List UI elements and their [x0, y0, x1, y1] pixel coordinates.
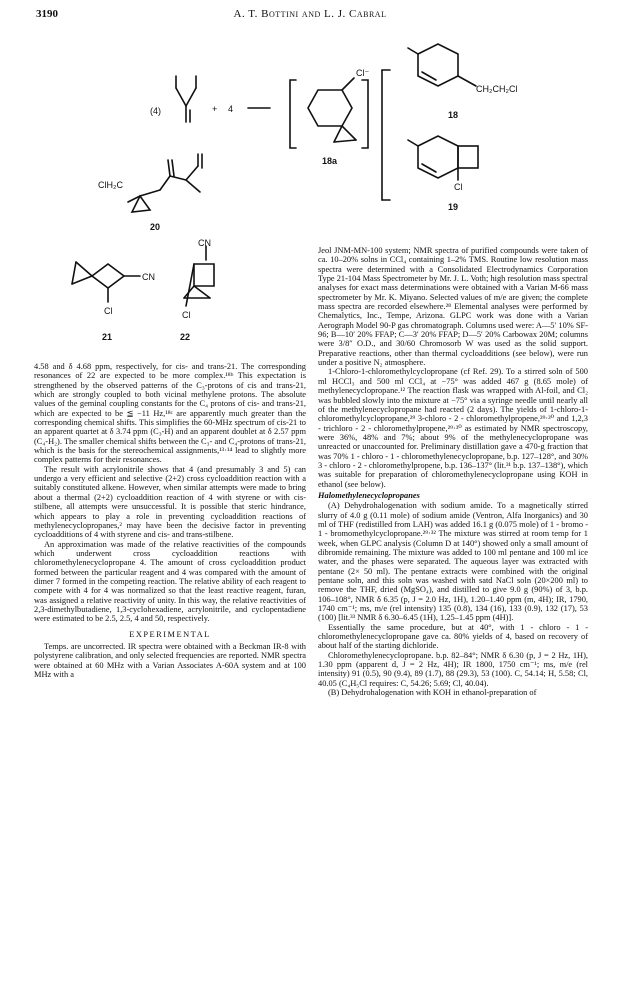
left-paragraph: 4.58 and δ 4.68 ppm, respectively, for cis- and trans-21. The corresponding resonances of 22 are expected to be more complex.¹⁸ᵇ This expectation is strengthened by the observed patterns of the C₃-protons of cis and trans-21, which are strongly coupled to both vicinal methylene protons. The absolute values of the geminal coupling constants for the C₄ protons of cis- and trans-21, which are expected to be ≦ −11 Hz,¹⁸ᶜ are apparently much greater than the corresponding chemical shifts. This simplifies the 60-MHz spectrum of cis-21 to an apparent quartet at δ 3.74 ppm (C₃-H) and an apparent doublet at δ 2.57 ppm (C₄-H₂). The smaller chemical shifts between the C₃- and C₄-protons of trans-21, which is the basis for the stereochemical assignments,¹³·¹⁴ lead to slightly more complex patterns for their resonances.	[34, 362, 306, 465]
reaction-scheme-4	[0, 30, 624, 230]
right-paragraph: Essentially the same procedure, but at 40°, with 1 - chloro - 1 - chloromethylenecyclopropane gave ca. 80% yields of 4, based on recovery of about half of the starting dichloride.	[318, 622, 588, 651]
left-paragraph: The result with acrylonitrile shows that 4 (and presumably 3 and 5) can undergo a very efficient and selective (2+2) cross cycloaddition reaction with a suitably constituted alkene. However, when similar attempts were made to bring about a thermal (2+2) cycloaddition reaction of 4 with styrene or with cis-stilbene, all attempts were unsuccessful. It is possible that steric hindrance, which appears to play a role in preventing cycloaddition reactions of methylenecyclopropanes,² may have been the decisive factor in preventing cycloadditions of 4 with styrene and cis- and trans-stilbene.	[34, 464, 306, 540]
experimental-heading: EXPERIMENTAL	[129, 629, 211, 639]
compound-22-cl-label: Cl	[182, 310, 191, 320]
compound-18a-label: 18a	[322, 156, 338, 166]
compound-22-cn-label: CN	[198, 238, 211, 248]
compound-21-cn-label: CN	[142, 272, 155, 282]
right-paragraph: Jeol JNM-MN-100 system; NMR spectra of purified compounds were taken of ca. 10–20% solns in CCl₄ containing 1–2% TMS. Routine low resolution mass spectra were determined with a Consolidated Electrodynamics Corporation Type 21-104 Mass Spectrometer by Mr. J. L. Voth; high resolution mass spectral analyses for exact mass determinations were obtained with a Varian M-66 mass spectrometer by Mr. K. Miyano. Selected values of m/e are given; the complete mass spectra are recorded elsewhere.²⁸ Elemental analyses were performed by Chemalytics, Inc., Tempe, Arizona. GLPC work was done with a Varian Aerograph Model 90-P gas chromatograph. Columns used were: A—5′ 10% SF-96; B—10′ 20% FFAP; C—3′ 20% FFAP; D—5′ 20% Carbowax 20M; columns were 3/8″ O.D., and 30/60 Chromosorb W was used as the solid support. Preparative reactions, other than thermal cycloadditions (see below), were run under a positive N₂ atmosphere.	[318, 246, 588, 368]
right-paragraph: (B) Dehydrohalogenation with KOH in ethanol-preparation of	[328, 688, 537, 698]
plus-sign: +	[212, 104, 218, 114]
left-text-column	[34, 362, 306, 679]
experimental-paragraph: Temps. are uncorrected. IR spectra were obtained with a Beckman IR-8 with polystyrene calibration, and only selected frequencies are reported. NMR spectra were obtained at 60 MHz with a Varian Associates A-60A system and at 100 MHz with a	[34, 641, 306, 679]
reactant-4-label: 4	[228, 104, 234, 114]
right-paragraph: Chloromethylenecyclopropane. b.p. 82–84°; NMR δ 6.30 (p, J = 2 Hz, 1H), 1.30 ppm (apparent d, J = 2 Hz, 4H); IR 1800, 1750 cm⁻¹; ms, m/e (rel intensity) 91 (0.5), 90 (9.4), 89 (1.7), 88 (29.3), 53 (100). C, 54.14; H, 5.58; Cl, 40.05 (C₄H₅Cl requires: C, 54.26; 5.69; Cl, 40.04).	[318, 650, 588, 688]
compound-20-label: 20	[150, 222, 161, 230]
compounds-21-22	[0, 236, 300, 356]
side-chain-label: CH₂CH₂Cl	[476, 84, 518, 94]
page-number: 3190	[36, 8, 58, 20]
compound-21-cl-label: Cl	[104, 306, 113, 316]
right-paragraph: (A) Dehydrohalogenation with sodium amide. To a magnetically stirred slurry of 4.0 g (0.11 mole) of sodium amide (Ventron, Alfa Inorganics) and 30 ml of THF (redistilled from LAH) was added 16.1 g (0.075 mole) of 1 - bromo - 1 - bromomethylcyclopropane.²⁹·³² The mixture was stirred at room temp for 1 week, when GLPC analysis (Column D at 140°) showed only a small amount of dibromide remaining. The mixture was added to 100 ml pentane and 100 ml ice water, and the phases were separated. The aqueous layer was extracted with pentane (2× 50 ml). The pentane extracts were combined with the original pentane soln, and this soln was washed with satd NaCl soln (20×200 ml) to remove the THF, dried (MgSO₄), and distilled to give 9.0 g (90%) of 3, b.p. 106–108°, NMR δ 6.35 (p, J = 2.0 Hz, 1H), 1.20–1.40 ppm (m, 4H); IR, 1790, 1740 cm⁻¹; ms, m/e (rel intensity) 135 (0.8), 134 (16), 133 (0.9), 132 (17), 53 (100) [lit.³³ NMR δ 6.30–6.45 (1H), 1.25–1.45 ppm (4H)].	[318, 501, 588, 623]
compound-22-label: 22	[180, 332, 191, 342]
compound-18-label: 18	[448, 110, 459, 120]
subsection-heading: Halomethylenecyclopropanes	[318, 490, 420, 500]
running-header	[36, 8, 584, 24]
compound-19-cl-label: Cl	[454, 182, 463, 192]
right-paragraph: 1-Chloro-1-chloromethylcyclopropane (cf Ref. 29). To a stirred soln of 500 ml HCCl₃ and 500 ml CCl₄ at −75° was added 467 g (8.65 mole) of methylenecyclopropane.¹² The reaction flask was wrapped with Al-foil, and Cl₂ was bubbled slowly into the mixture at −75° via a syringe needle until nearly all of the methylenecyclopropane had reacted (2 days). The yields of 1-chloro-1-chloromethylcyclopropane,²⁹ 3-chloro - 2 - chloromethylpropene,²⁹·³⁰ and 1,2,3 - trichloro - 2 - chloromethylpropene,²⁹·³⁰ as estimated by NMR spectroscopy, were 36%, 48% and 7%; about 9% of the methylenecyclopropane was unreacted or unaccounted for. Preliminary distillation gave a 470-g fraction that was 70% 1 - chloro - 1 - chloromethylenecyclopropane, b.p. 127–128°, and 30% 3 - chloro - 2 - chloromethylpropene, b.p. 136–137° (lit.³¹ b.p. 137–138°), which was suitable for preparation of chloromethylenecyclopropane using KOH in ethanol (see below).	[318, 367, 588, 489]
compound-21-label: 21	[102, 332, 113, 342]
chloride-ion-label: Cl⁻	[356, 68, 370, 78]
compound-19-label: 19	[448, 202, 459, 212]
right-text-column	[318, 246, 588, 698]
equation-label: (4)	[150, 106, 161, 116]
compound-20-group-label: ClH₂C	[98, 180, 123, 190]
running-authors: A. T. Bottini and L. J. Cabral	[233, 8, 387, 20]
left-paragraph: An approximation was made of the relative reactivities of the compounds which underwent cross cycloaddition reactions with chloromethylenecyclopropane 4. The amount of cross cycloaddition product formed between the particular reagent and 4 was compared with the amount of dimer 7 formed in the competing reaction. The relative ability of each reagent to compete with 4 for 4 was normalized so that the least reactive reagent, furan, was assigned a relative reactivity of unity. In this way, the relative reactivities of 2,3-dimethylbutadiene, 1,3-cyclohexadiene, acrylonitrile, and cyclopentadiene were estimated to be 2.5, 2.5, 4 and 50, respectively.	[34, 539, 306, 624]
